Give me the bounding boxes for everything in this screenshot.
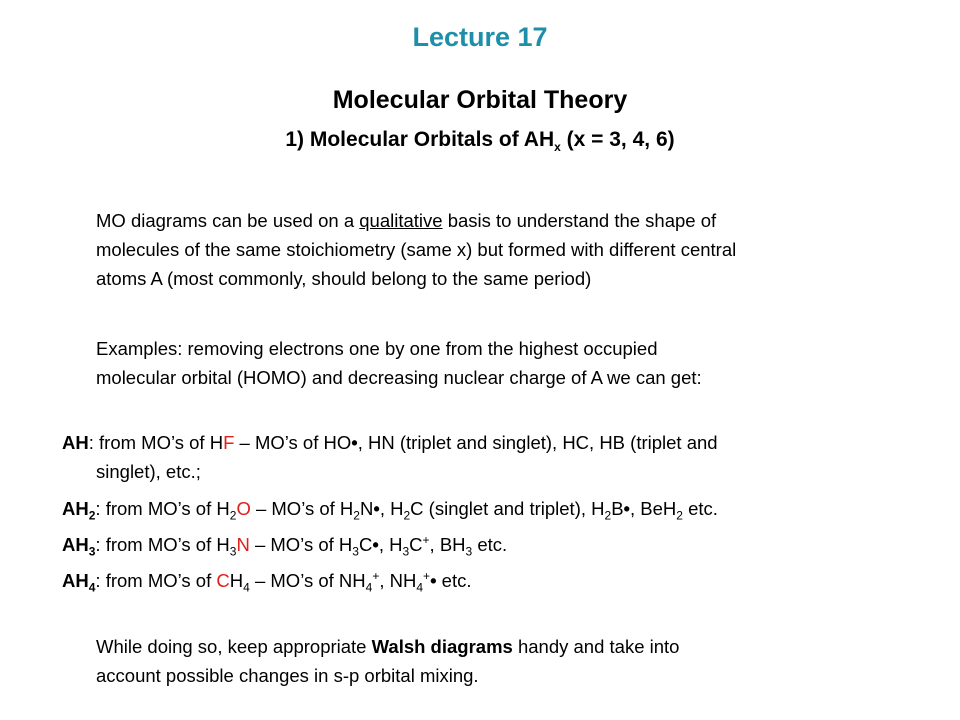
ah2-text-2: – MO’s of H — [250, 498, 354, 519]
ah2-sub-1: 2 — [229, 508, 237, 523]
subheading — [0, 128, 960, 155]
ah4-label-sub: 4 — [88, 580, 96, 595]
ah4-text-1: : from MO’s of — [95, 570, 217, 591]
ah3-label — [62, 534, 96, 559]
intro-paragraph — [96, 206, 736, 293]
ah2-text-6: B — [611, 498, 624, 519]
ah2-sub-4: 2 — [604, 508, 612, 523]
ah3-sup-1: + — [422, 532, 430, 547]
ah-row — [62, 428, 718, 486]
ah3-text-6: , BH — [429, 534, 466, 555]
intro-line-1-b: basis to understand the shape of — [442, 210, 717, 231]
ah3-red-atom: N — [236, 534, 250, 555]
ah4-text-2: H — [229, 570, 244, 591]
ah3-text-1: : from MO’s of H — [95, 534, 230, 555]
ah4-row — [62, 566, 472, 595]
intro-line-3: atoms A (most commonly, should belong to the same period) — [96, 268, 592, 289]
ah-line-1 — [62, 428, 718, 457]
walsh-line-2: account possible changes in s-p orbital mixing. — [96, 665, 479, 686]
ah2-text-7: , BeH — [630, 498, 677, 519]
walsh-diagrams-bold: Walsh diagrams — [371, 636, 513, 657]
radical-dot: • — [372, 534, 379, 555]
ah2-text-1: : from MO’s of H — [95, 498, 230, 519]
ah4-sup-1: + — [372, 568, 380, 583]
ah3-sub-1: 3 — [229, 544, 237, 559]
section-heading: Molecular Orbital Theory — [332, 86, 628, 114]
ah4-red-atom: C — [216, 570, 230, 591]
ah3-row — [62, 530, 507, 559]
ah-line-2: singlet), etc.; — [96, 461, 201, 482]
ah4-label-text: AH — [62, 570, 89, 591]
ah2-label-text: AH — [62, 498, 89, 519]
radical-dot: • — [623, 498, 631, 519]
ah4-text-4: , NH — [379, 570, 417, 591]
radical-dot: • — [373, 498, 380, 519]
examples-paragraph — [96, 334, 702, 392]
ah3-text-7: etc. — [472, 534, 508, 555]
intro-line-2: molecules of the same stoichiometry (same x) but formed with different central — [96, 239, 737, 260]
ah2-label-sub: 2 — [88, 508, 96, 523]
ah4-sub-3: 4 — [416, 580, 424, 595]
ah2-text-5: C (singlet and triplet), H — [410, 498, 605, 519]
walsh-line-1 — [96, 632, 679, 661]
ah4-sub-1: 4 — [243, 580, 250, 595]
ah2-label — [62, 498, 96, 523]
ah2-sub-3: 2 — [403, 508, 411, 523]
ah4-text-5: etc. — [436, 570, 472, 591]
ah4-text-3: – MO’s of NH — [249, 570, 366, 591]
ah2-text-3: N — [359, 498, 374, 519]
radical-dot: • — [351, 432, 358, 453]
radical-dot: • — [430, 570, 437, 591]
intro-line-1 — [96, 206, 736, 235]
ah2-text-8: etc. — [682, 498, 718, 519]
lecture-title: Lecture 17 — [412, 22, 548, 52]
ah2-row — [62, 494, 718, 523]
ah-text-3: , HN (triplet and singlet), HC, HB (triplet and — [357, 432, 718, 453]
ah2-text-4: , H — [379, 498, 404, 519]
walsh-paragraph — [96, 632, 679, 690]
ah3-sub-3: 3 — [402, 544, 410, 559]
intro-line-1-a: MO diagrams can be used on a — [96, 210, 360, 231]
ah3-label-text: AH — [62, 534, 89, 555]
ah3-label-sub: 3 — [88, 544, 96, 559]
subheading-suffix: (x = 3, 4, 6) — [560, 128, 675, 151]
ah3-sub-2: 3 — [352, 544, 359, 559]
ah-text-2: – MO’s of HO — [234, 432, 352, 453]
ah-text-1: : from MO’s of H — [88, 432, 224, 453]
subheading-subscript: x — [554, 140, 561, 155]
ah2-red-atom: O — [236, 498, 251, 519]
ah4-sub-2: 4 — [365, 580, 373, 595]
ah3-text-2: – MO’s of H — [249, 534, 353, 555]
examples-line-2: molecular orbital (HOMO) and decreasing nuclear charge of A we can get: — [96, 367, 702, 388]
ah3-sub-4: 3 — [465, 544, 473, 559]
ah4-label — [62, 570, 96, 595]
qualitative-word: qualitative — [359, 210, 443, 231]
ah-label: AH — [62, 432, 89, 453]
ah-red-atom: F — [223, 432, 235, 453]
ah3-text-3: C — [358, 534, 373, 555]
ah4-sup-2: + — [423, 568, 431, 583]
subheading-prefix: 1) Molecular Orbitals of AH — [285, 128, 555, 151]
walsh-line-1-a: While doing so, keep appropriate — [96, 636, 372, 657]
ah2-sub-5: 2 — [676, 508, 683, 523]
walsh-line-1-b: handy and take into — [512, 636, 680, 657]
ah3-text-4: , H — [378, 534, 403, 555]
examples-line-1: Examples: removing electrons one by one from the highest occupied — [96, 338, 658, 359]
ah3-text-5: C — [409, 534, 423, 555]
ah2-sub-2: 2 — [353, 508, 360, 523]
